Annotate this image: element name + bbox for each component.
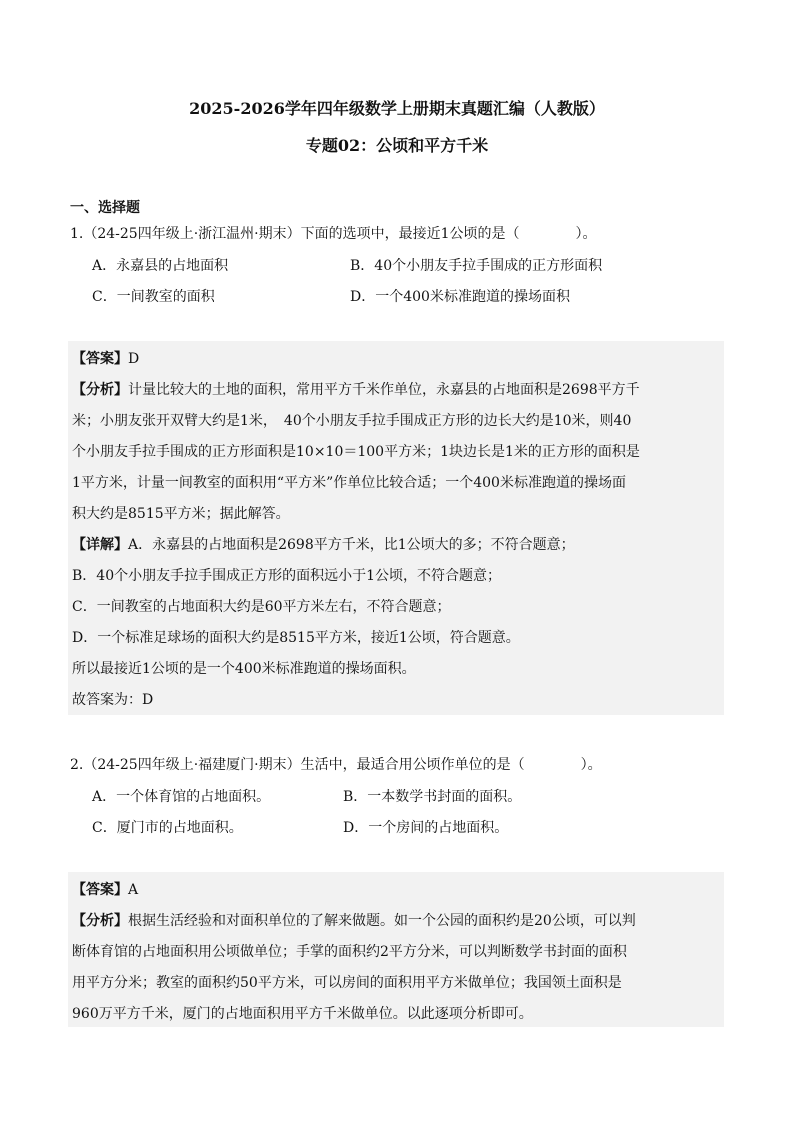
question-1-detail-line: B．40个小朋友手拉手围成正方形的面积远小于1公顷，不符合题意； — [72, 568, 502, 584]
answer-label: 【答案】 — [72, 351, 128, 367]
answer-label: 【答案】 — [72, 882, 128, 898]
question-2-solution-box — [68, 872, 724, 1027]
detail-label: 【详解】 — [72, 537, 128, 553]
question-2-option-d: D．一个房间的占地面积。 — [343, 820, 509, 836]
question-2-option-b: B．一本数学书封面的面积。 — [343, 789, 522, 805]
question-1-option-d: D．一个400米标准跑道的操场面积 — [350, 289, 570, 305]
question-1-detail-line: D．一个标准足球场的面积大约是8515平方米，接近1公顷，符合题意。 — [72, 630, 520, 646]
question-2-answer — [72, 879, 138, 899]
question-2-analysis-line: 960万平方千米，厦门的占地面积用平方千米做单位。以此逐项分析即可。 — [72, 1006, 533, 1022]
question-1-stem: 1.（24-25四年级上·浙江温州·期末）下面的选项中，最接近1公顷的是（ ）。 — [70, 226, 597, 242]
question-1-option-b: B．40个小朋友手拉手围成的正方形面积 — [350, 258, 603, 274]
question-1-analysis-line: 米；小朋友张开双臂大约是1米， 40个小朋友手拉手围成正方形的边长大约是10米，则40 — [72, 413, 632, 429]
question-1-solution-box — [68, 341, 724, 715]
question-1-answer — [72, 348, 139, 368]
question-1-detail-line: C．一间教室的占地面积大约是60平方米左右，不符合题意； — [72, 599, 451, 615]
answer-value: A — [128, 882, 139, 898]
question-1-option-a: A．永嘉县的占地面积 — [92, 258, 229, 274]
question-1-analysis-line: 1平方米，计量一间教室的面积用“平方米”作单位比较合适；一个400米标准跑道的操场面 — [72, 475, 626, 491]
document-subtitle: 专题02：公顷和平方千米 — [305, 136, 489, 155]
question-2-option-c: C．厦门市的占地面积。 — [92, 820, 243, 836]
section-title: 一、选择题 — [70, 200, 140, 216]
analysis-label: 【分析】 — [72, 913, 128, 929]
question-2-analysis-line: 【分析】根据生活经验和对面积单位的了解来做题。如一个公园的面积约是20公顷，可以判 — [72, 913, 636, 929]
question-1-analysis-line: 积大约是8515平方米；据此解答。 — [72, 506, 290, 522]
question-2-analysis-line: 断体育馆的占地面积用公顷做单位；手掌的面积约2平方分米，可以判断数学书封面的面积 — [72, 944, 627, 960]
question-2-option-a: A．一个体育馆的占地面积。 — [92, 789, 271, 805]
analysis-label: 【分析】 — [72, 382, 128, 398]
question-1-analysis-line: 【分析】计量比较大的土地的面积，常用平方千米作单位，永嘉县的占地面积是2698平方千 — [72, 382, 640, 398]
question-1-detail-line: 【详解】A．永嘉县的占地面积是2698平方千米，比1公顷大的多；不符合题意； — [72, 537, 575, 553]
document-title: 2025-2026学年四年级数学上册期末真题汇编（人教版） — [189, 99, 605, 118]
question-1-analysis-line: 个小朋友手拉手围成的正方形面积是10×10＝100平方米；1块边长是1米的正方形的面积是 — [72, 444, 640, 460]
question-1-option-c: C．一间教室的面积 — [92, 289, 215, 305]
answer-value: D — [128, 351, 140, 367]
question-2-stem: 2.（24-25四年级上·福建厦门·期末）生活中，最适合用公顷作单位的是（ ）。 — [70, 757, 602, 773]
question-1-detail-line: 所以最接近1公顷的是一个400米标准跑道的操场面积。 — [72, 661, 416, 677]
question-2-analysis-line: 用平方分米；教室的面积约50平方米，可以房间的面积用平方米做单位；我国领土面积是 — [72, 975, 622, 991]
question-1-detail-line: 故答案为：D — [72, 692, 154, 708]
